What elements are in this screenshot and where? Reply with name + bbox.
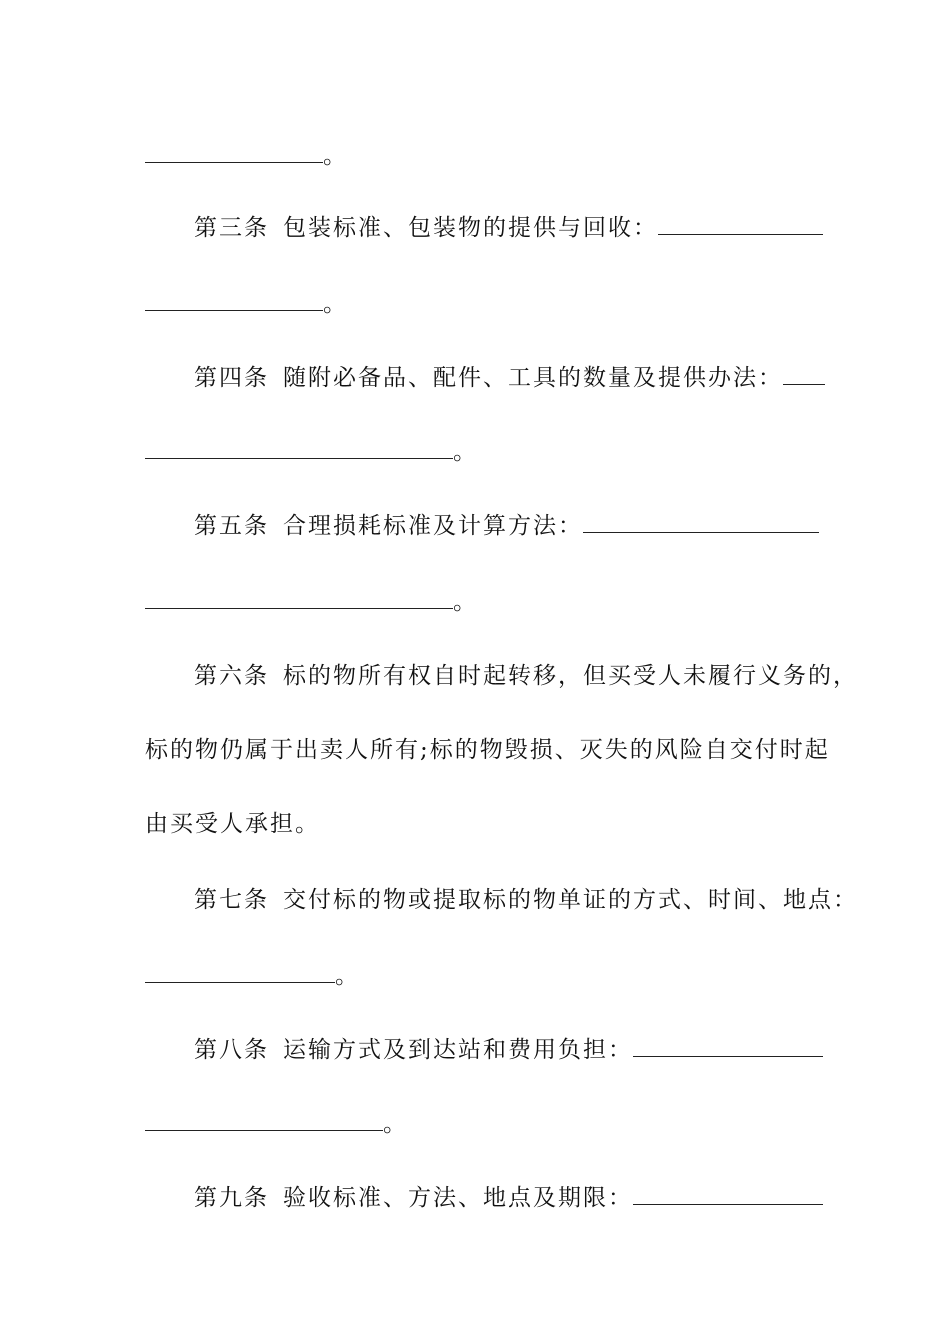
article-7-continuation bbox=[145, 960, 810, 992]
fill-blank[interactable] bbox=[145, 436, 453, 459]
fill-blank[interactable] bbox=[583, 510, 819, 533]
article-label: 第五条 bbox=[194, 513, 269, 539]
article-label: 第六条 bbox=[194, 663, 269, 689]
article-label: 第四条 bbox=[194, 365, 269, 391]
period: 。 bbox=[453, 589, 478, 615]
period: 。 bbox=[383, 1111, 408, 1137]
article-4 bbox=[194, 362, 810, 394]
article-4-continuation bbox=[145, 436, 810, 468]
fill-blank[interactable] bbox=[783, 362, 825, 385]
fill-blank[interactable] bbox=[633, 1182, 823, 1205]
article-8 bbox=[194, 1034, 810, 1066]
fill-blank[interactable] bbox=[658, 212, 823, 235]
article-text: 标的物所有权自时起转移，但买受人未履行义务的， bbox=[283, 663, 858, 689]
fill-blank[interactable] bbox=[145, 586, 453, 609]
fill-blank[interactable] bbox=[145, 288, 323, 311]
article-text: 合理损耗标准及计算方法： bbox=[283, 513, 583, 539]
article-label: 第三条 bbox=[194, 215, 269, 241]
period: 。 bbox=[335, 963, 360, 989]
article-8-continuation bbox=[145, 1108, 810, 1140]
article-5-continuation bbox=[145, 586, 810, 618]
fill-blank[interactable] bbox=[633, 1034, 823, 1057]
article-text: 运输方式及到达站和费用负担： bbox=[283, 1037, 633, 1063]
article-6-line-3: 由买受人承担。 bbox=[145, 811, 320, 837]
article-6-line-2: 标的物仍属于出卖人所有;标的物毁损、灭失的风险自交付时起 bbox=[145, 737, 830, 763]
article-3-continuation bbox=[145, 288, 810, 320]
article-text: 验收标准、方法、地点及期限： bbox=[283, 1185, 633, 1211]
fill-blank[interactable] bbox=[145, 140, 323, 163]
article-label: 第九条 bbox=[194, 1185, 269, 1211]
article-7 bbox=[194, 884, 858, 916]
fill-blank[interactable] bbox=[145, 960, 335, 983]
article-text: 交付标的物或提取标的物单证的方式、时间、地点： bbox=[283, 887, 858, 913]
continuation-line bbox=[145, 140, 810, 172]
article-text: 随附必备品、配件、工具的数量及提供办法： bbox=[283, 365, 783, 391]
period: 。 bbox=[323, 291, 348, 317]
fill-blank[interactable] bbox=[145, 1108, 383, 1131]
article-9 bbox=[194, 1182, 810, 1214]
article-5 bbox=[194, 510, 810, 542]
article-label: 第七条 bbox=[194, 887, 269, 913]
article-6 bbox=[194, 660, 858, 692]
article-3 bbox=[194, 212, 810, 244]
article-text: 包装标准、包装物的提供与回收： bbox=[283, 215, 658, 241]
article-label: 第八条 bbox=[194, 1037, 269, 1063]
period: 。 bbox=[453, 439, 478, 465]
period: 。 bbox=[323, 143, 348, 169]
